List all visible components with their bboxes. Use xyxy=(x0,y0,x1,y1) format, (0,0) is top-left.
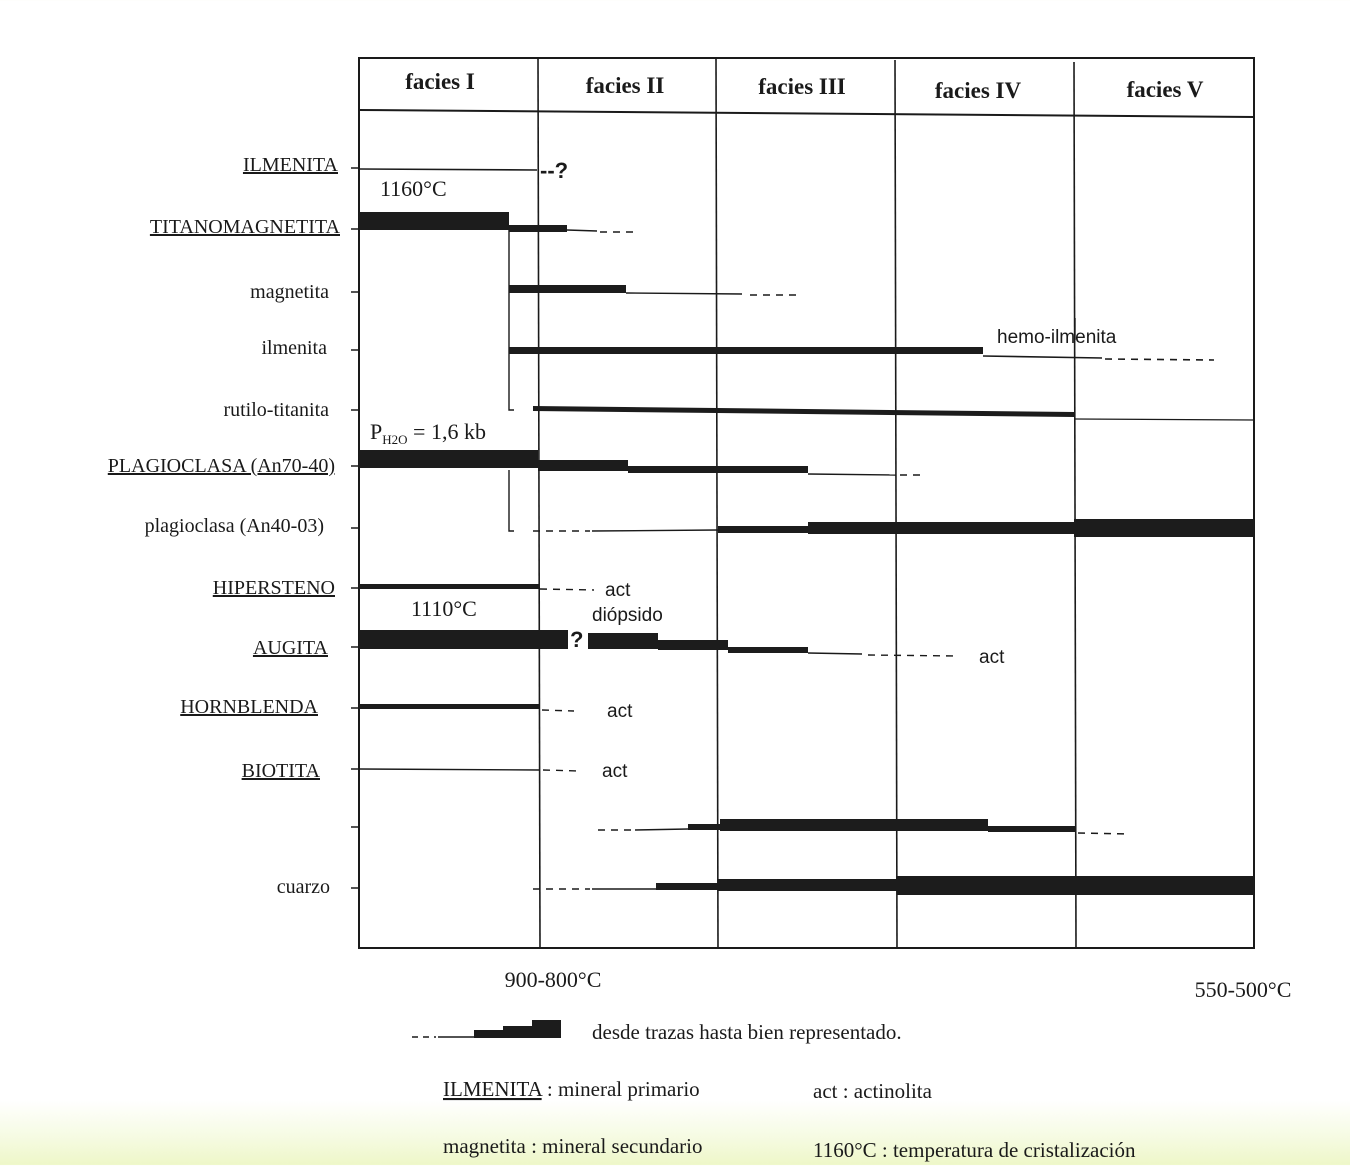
bar-titanomagnetita-medium xyxy=(509,225,567,232)
bar-diopsido-thin xyxy=(728,647,808,653)
legend-temp-desc: 1160°C : temperatura de cristalización xyxy=(813,1138,1136,1162)
connector-titanomagnetita xyxy=(509,230,514,410)
mineral-label-plagioclasa-primary: PLAGIOCLASA (An70-40) xyxy=(107,455,335,477)
facies-header-2: facies II xyxy=(585,73,665,98)
legend-sample-thick xyxy=(503,1026,533,1038)
bar-diopsido-dashed xyxy=(868,655,958,656)
mineral-label-plagioclasa-secondary: plagioclasa (An40-03) xyxy=(144,515,324,537)
legend-sample-thickest xyxy=(532,1020,561,1038)
mineral-label-titanomagnetita: TITANOMAGNETITA xyxy=(149,216,340,238)
bar-plagioclasa-primary-thin xyxy=(628,466,808,473)
bar-hornblenda-medium xyxy=(359,704,539,709)
annotation-temp-1160: 1160°C xyxy=(380,176,447,201)
bar-hipersteno-dashed xyxy=(540,589,594,590)
bar-plagioclasa-secondary-thickest xyxy=(1074,519,1254,537)
facies-v-inner-line xyxy=(1075,419,1254,420)
legend-secondary xyxy=(443,1134,703,1158)
bar-hipersteno-medium xyxy=(359,584,539,589)
annotation-temp-1110: 1110°C xyxy=(411,596,477,621)
facies-divider-2 xyxy=(716,59,718,948)
bar-magnetita-thin xyxy=(626,293,742,294)
mineral-label-magnetita: magnetita xyxy=(250,281,329,303)
bar-rutilo-titanita xyxy=(533,406,1074,417)
pressure-symbol: P xyxy=(370,419,383,444)
legend xyxy=(412,1020,1136,1162)
facies-header-4: facies IV xyxy=(934,78,1022,103)
bar-ilmenita-dashed xyxy=(1105,359,1214,360)
bar-plagioclasa-primary-medium xyxy=(538,460,628,471)
bar-biotita-dashed xyxy=(543,770,580,771)
bar-unlabeled-medium xyxy=(688,824,720,830)
legend-bar-sample xyxy=(412,1020,561,1038)
bar-diopsido-line xyxy=(808,653,862,654)
bar-plagioclasa-secondary-medium xyxy=(718,526,808,533)
annotation-augita-act: act xyxy=(979,647,1005,668)
bar-titanomagnetita-thin xyxy=(567,230,597,231)
legend-sample-medium xyxy=(474,1030,504,1038)
mineral-label-rutilo-titanita: rutilo-titanita xyxy=(223,399,329,421)
row-ticks xyxy=(351,168,359,888)
facies-headers xyxy=(405,69,1204,103)
facies-divider-4 xyxy=(1074,62,1076,948)
bar-cuarzo-thickest xyxy=(897,876,1254,895)
bar-augita-thick xyxy=(359,630,568,649)
annotation-hornblenda-act: act xyxy=(607,701,633,722)
bar-hornblenda-dashed xyxy=(542,710,574,711)
mineral-label-biotita: BIOTITA xyxy=(241,760,320,782)
bar-cuarzo-thick xyxy=(718,879,898,891)
bar-unlabeled-dashed-2 xyxy=(1078,833,1130,834)
bar-plagioclasa-secondary-thick xyxy=(808,522,1074,534)
legend-primary xyxy=(443,1077,700,1101)
bar-plagioclasa-primary-thick xyxy=(359,450,538,468)
mineral-label-hornblenda: HORNBLENDA xyxy=(180,696,318,718)
bar-cuarzo-medium xyxy=(656,883,718,890)
axis-temp-right: 550-500°C xyxy=(1194,977,1292,1002)
legend-act-desc: act : actinolita xyxy=(813,1079,932,1103)
connector-plagioclasa xyxy=(509,470,514,531)
bar-diopsido-medium xyxy=(658,640,728,650)
bar-diopsido-thick xyxy=(588,633,658,649)
legend-secondary-example: magnetita xyxy=(443,1134,526,1158)
grid-frame xyxy=(359,58,1254,948)
header-divider xyxy=(359,110,1254,117)
chart-border xyxy=(359,58,1254,948)
pressure-subscript: H2O xyxy=(382,432,408,447)
legend-primary-example: ILMENITA xyxy=(443,1077,542,1101)
annotation-hipersteno-act: act xyxy=(605,580,631,601)
bar-ilmenita-thin xyxy=(983,356,1102,358)
bar-unlabeled-thin xyxy=(635,829,688,830)
bar-magnetita-medium xyxy=(509,285,626,293)
mineral-label-ilmenita: ilmenita xyxy=(261,337,327,359)
bar-ilmenita-primary-thin xyxy=(359,169,537,170)
facies-divider-3 xyxy=(895,60,897,948)
annotation-biotita-act: act xyxy=(602,761,628,782)
facies-header-3: facies III xyxy=(758,74,846,99)
mineral-label-hipersteno: HIPERSTENO xyxy=(212,577,335,599)
legend-range-desc: desde trazas hasta bien representado. xyxy=(592,1020,902,1044)
bar-biotita-thin xyxy=(359,769,540,770)
bar-plagioclasa-secondary-thin xyxy=(592,530,718,531)
bar-titanomagnetita-thick xyxy=(359,212,509,230)
axis-temp-left: 900-800°C xyxy=(504,967,602,992)
bar-unlabeled-medium-2 xyxy=(988,826,1076,832)
bar-unlabeled-thick xyxy=(720,819,988,831)
annotation-diopsido: diópsido xyxy=(592,605,663,626)
mineral-labels xyxy=(108,154,341,898)
facies-header-5: facies V xyxy=(1126,77,1204,102)
range-bars xyxy=(359,169,1254,895)
facies-header-1: facies I xyxy=(405,69,475,94)
mineral-label-cuarzo: cuarzo xyxy=(276,876,330,898)
annotation-question-augita: ? xyxy=(570,627,584,652)
annotation-hemo-ilmenita: hemo-ilmenita xyxy=(997,327,1117,348)
annotation-pressure xyxy=(370,419,486,447)
facies-divider-1 xyxy=(538,58,540,948)
bar-ilmenita-medium xyxy=(509,347,983,354)
pressure-value: = 1,6 kb xyxy=(407,419,486,444)
annotation-question-ilmenita: --? xyxy=(540,158,569,183)
mineral-label-ilmenita-primary: ILMENITA xyxy=(242,154,338,176)
legend-primary-desc: : mineral primario xyxy=(541,1077,700,1101)
legend-secondary-desc: : mineral secundario xyxy=(525,1134,703,1158)
mineral-label-augita: AUGITA xyxy=(252,637,328,659)
bar-plagioclasa-primary-line xyxy=(808,474,896,475)
